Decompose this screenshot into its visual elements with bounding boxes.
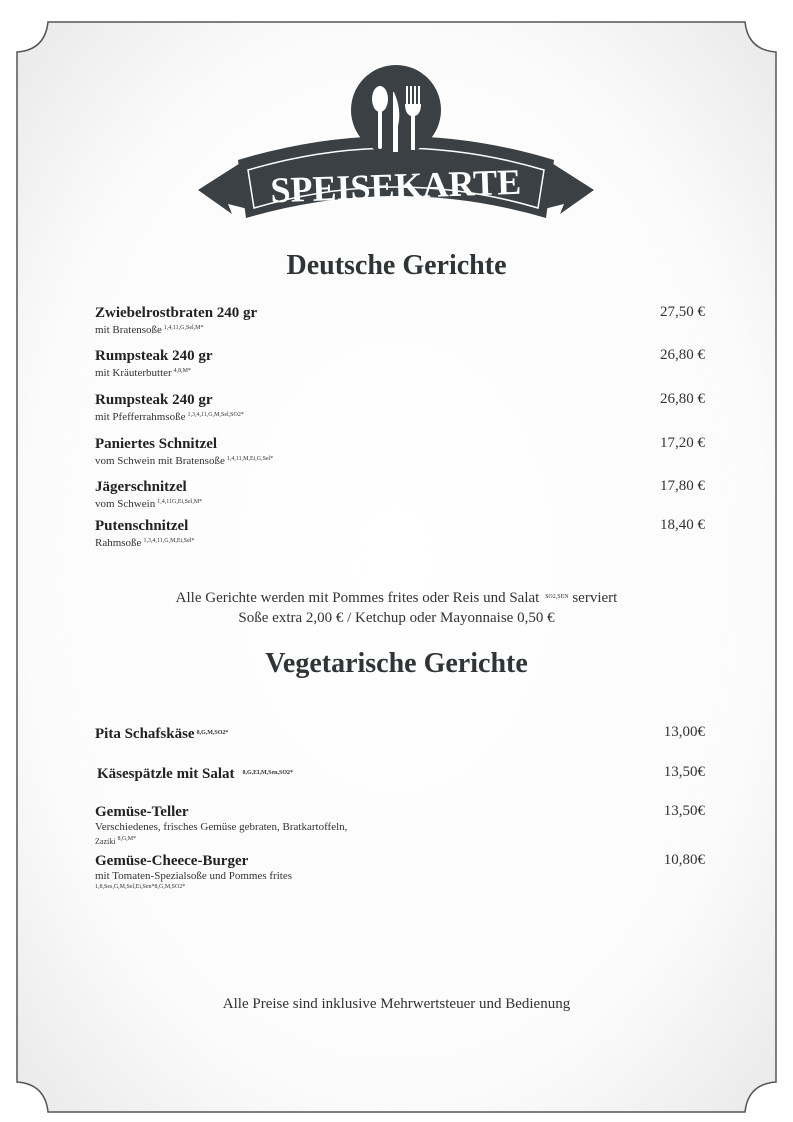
dish-price: 10,80€ bbox=[663, 852, 705, 868]
section-title-vegetarian: Vegetarische Gerichte bbox=[265, 648, 528, 679]
dish-name: Jägerschnitzel bbox=[95, 479, 187, 495]
dish-price: 26,80 € bbox=[660, 391, 705, 407]
dish-name: Gemüse-Teller bbox=[95, 804, 189, 820]
menu-item bbox=[95, 764, 705, 783]
dish-name: Putenschnitzel bbox=[95, 518, 189, 534]
section-title-german: Deutsche Gerichte bbox=[286, 250, 507, 281]
footer-note: Alle Preise sind inklusive Mehrwertsteuer und Bedienung bbox=[222, 996, 571, 1012]
menu-item bbox=[95, 478, 705, 511]
dish-allergens: 1,4,11,G,Sel,M* bbox=[163, 325, 204, 331]
dish-name: Zwiebelrostbraten 240 gr bbox=[95, 305, 258, 321]
dish-price: 18,40 € bbox=[660, 517, 705, 533]
menu-item bbox=[95, 347, 705, 380]
dish-name: Pita Schafskäse $^{8,G,M,SO2*}$ bbox=[95, 726, 229, 742]
dish-allergens: 1,4,11G,Ei,Sel,M* bbox=[157, 499, 203, 505]
dish-description: mit Bratensoße bbox=[95, 324, 162, 336]
dish-description: vom Schwein mit Bratensoße bbox=[95, 455, 225, 467]
dish-allergens: 1,3,4,11,G,M,Sel,SO2* bbox=[187, 412, 244, 418]
dish-price: 26,80 € bbox=[660, 347, 705, 363]
menu-logo bbox=[190, 62, 602, 242]
dish-price: 13,00€ bbox=[663, 724, 705, 740]
dish-allergens: 8,G,M* bbox=[117, 836, 137, 842]
side-dish-note: Alle Gerichte werden mit Pommes frites oder Reis und Salat $^{SO2,SEN}$ serviert bbox=[175, 590, 618, 606]
dish-description: mit Pfefferrahmsoße bbox=[95, 411, 186, 423]
menu-item bbox=[95, 435, 705, 468]
dish-allergens: 8,G,M,SO2* bbox=[196, 730, 229, 736]
dish-description: vom Schwein bbox=[95, 498, 156, 510]
menu-item bbox=[95, 517, 705, 550]
dish-price: 13,50€ bbox=[663, 803, 705, 819]
dish-name: Rumpsteak 240 gr bbox=[95, 392, 213, 408]
dish-description: mit Kräuterbutter bbox=[95, 367, 172, 379]
dish-name: Paniertes Schnitzel bbox=[95, 436, 218, 452]
dish-price: 13,50€ bbox=[663, 764, 705, 780]
dish-price: 27,50 € bbox=[660, 304, 705, 320]
menu-title: SPEISEKARTE bbox=[269, 161, 522, 211]
sauce-price-note: Soße extra 2,00 € / Ketchup oder Mayonnaise 0,50 € bbox=[238, 610, 555, 626]
dish-description: Rahmsoße bbox=[95, 537, 142, 549]
dish-price: 17,20 € bbox=[660, 435, 705, 451]
dish-description: mit Tomaten-Spezialsoße und Pommes frites bbox=[95, 870, 292, 882]
cutlery-icon bbox=[351, 65, 441, 155]
dish-allergens: 1,4,11,M,Ei,G,Sel* bbox=[226, 456, 274, 462]
menu-item bbox=[95, 724, 705, 743]
dish-allergens: 4,8,M* bbox=[173, 368, 192, 374]
dish-name: Käsespätzle mit Salat $^{8,G,EI,M,Sen,SO2*}$ bbox=[97, 766, 293, 782]
menu-item bbox=[95, 803, 705, 847]
menu-item bbox=[95, 304, 705, 337]
dish-price: 17,80 € bbox=[660, 478, 705, 494]
menu-item bbox=[95, 852, 705, 892]
dish-allergens: 8,G,EI,M,Sen,SO2* bbox=[242, 770, 293, 776]
dish-allergens: 1,3,4,11,G,M,Ei,Sel* bbox=[143, 538, 195, 544]
note-allergens: SO2,SEN bbox=[545, 594, 569, 600]
dish-description-cont: Zaziki bbox=[95, 837, 116, 846]
dish-name: Gemüse-Cheece-Burger bbox=[95, 853, 249, 869]
menu-item bbox=[95, 391, 705, 424]
dish-description: Verschiedenes, frisches Gemüse gebraten, Bratkartoffeln, bbox=[95, 821, 348, 833]
dish-name: Rumpsteak 240 gr bbox=[95, 348, 213, 364]
dish-allergens: 1,8,Ses,G,M,Sel,Ei,Sen*8,G,M,SO2* bbox=[95, 884, 186, 890]
